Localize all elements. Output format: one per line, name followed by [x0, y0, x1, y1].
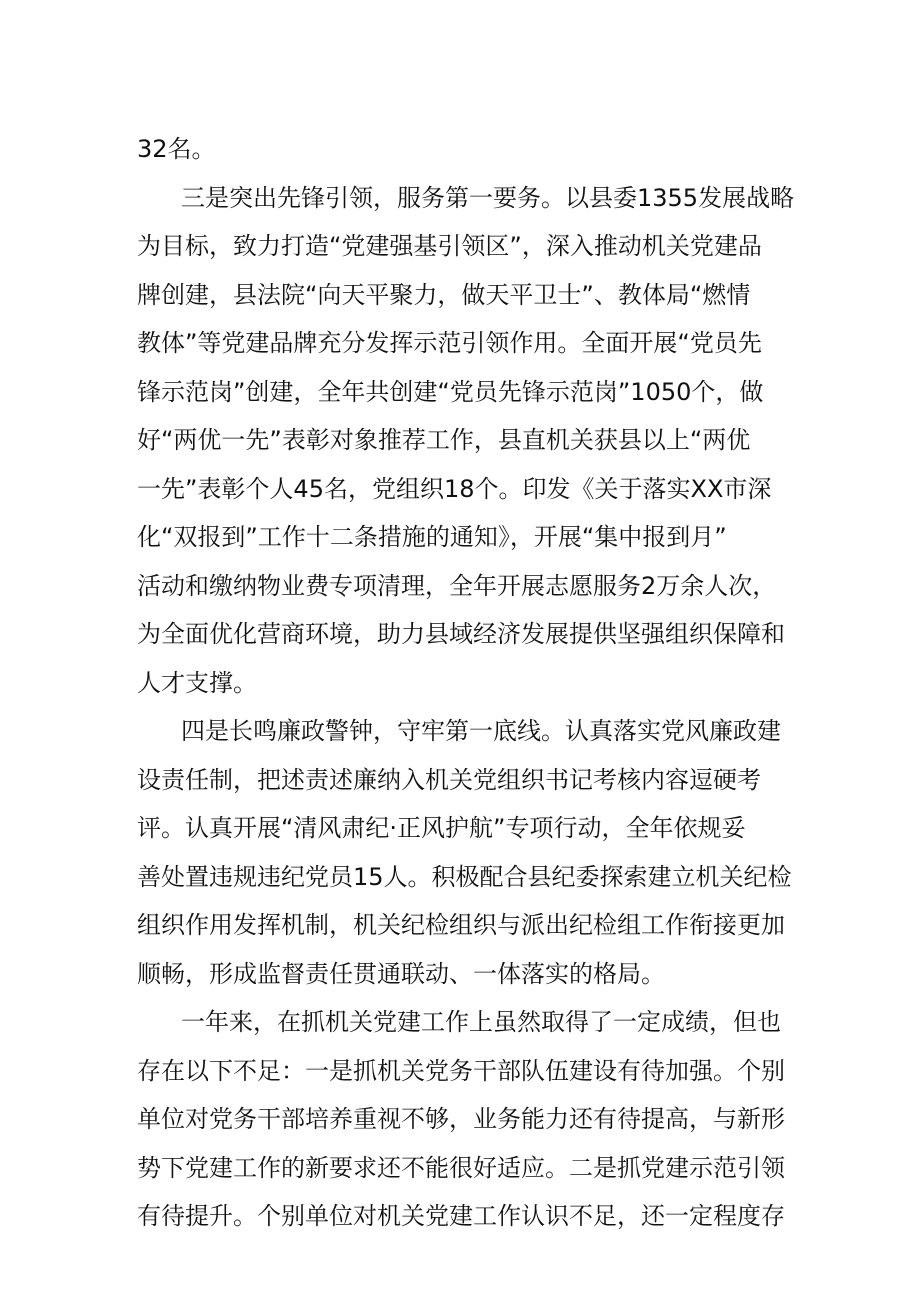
body-text: [137, 125, 795, 1241]
text-line: 锋示范岗”创建，全年共创建“党员先锋示范岗”1050个，做: [137, 377, 764, 406]
text-line: 三是突出先锋引领，服务第一要务。以县委1355发展战略: [181, 183, 795, 212]
text-line: 组织作用发挥机制，机关纪检组织与派出纪检组工作衔接更加: [137, 911, 785, 939]
text-line: 为目标，致力打造“党建强基引领区”，深入推动机关党建品: [137, 232, 762, 260]
text-line: 化“双报到”工作十二条措施的通知》，开展“集中报到月”: [137, 523, 727, 551]
text-line: 善处置违规违纪党员15人。积极配合县纪委探索建立机关纪检: [137, 862, 792, 891]
text-line: 评。认真开展“清风肃纪·正风护航”专项行动，全年依规妥: [137, 814, 746, 842]
text-line: 为全面优化营商环境，助力县域经济发展提供坚强组织保障和: [137, 620, 785, 648]
text-line: 人才支撑。: [137, 668, 257, 697]
text-line: 一先”表彰个人45名，党组织18个。印发《关于落实XX市深: [137, 474, 772, 503]
text-line: 教体”等党建品牌充分发挥示范引领作用。全面开展“党员先: [137, 329, 762, 357]
text-line: 顺畅，形成监督责任贯通联动、一体落实的格局。: [137, 959, 665, 988]
text-line: 一年来，在抓机关党建工作上虽然取得了一定成绩，但也: [181, 1008, 781, 1036]
text-line: 势下党建工作的新要求还不能很好适应。二是抓党建示范引领: [137, 1153, 785, 1182]
text-line: 有待提升。个别单位对机关党建工作认识不足，还一定程度存: [137, 1202, 785, 1230]
text-line: 牌创建，县法院“向天平聚力，做天平卫士”、教体局“燃情: [137, 280, 751, 309]
text-line: 好“两优一先”表彰对象推荐工作，县直机关获县以上“两优: [137, 426, 751, 454]
text-line: 存在以下不足：一是抓机关党务干部队伍建设有待加强。个别: [137, 1056, 785, 1085]
text-line: 四是长鸣廉政警钟，守牢第一底线。认真落实党风廉政建: [181, 717, 781, 745]
text-line: 单位对党务干部培养重视不够，业务能力还有待提高，与新形: [137, 1105, 785, 1133]
text-line: 设责任制，把述责述廉纳入机关党组织书记考核内容逗硬考: [137, 765, 761, 794]
text-line: 32名。: [137, 135, 216, 163]
text-line: 活动和缴纳物业费专项清理，全年开展志愿服务2万余人次，: [137, 571, 777, 600]
